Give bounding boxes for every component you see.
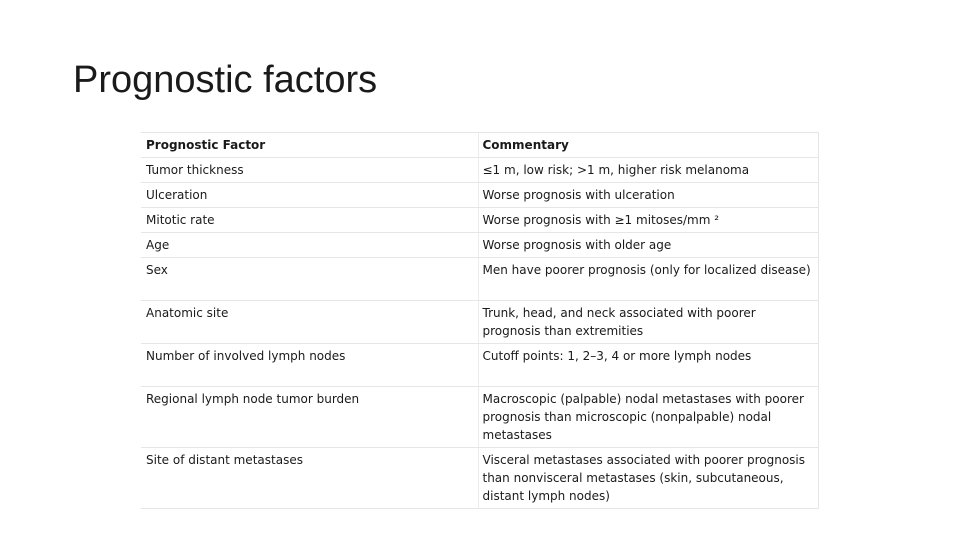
factor-cell: Mitotic rate [141, 208, 478, 233]
commentary-cell: ≤1 m, low risk; >1 m, higher risk melanoma [478, 158, 818, 183]
factor-cell: Age [141, 233, 478, 258]
table-row [141, 183, 818, 208]
table-row [141, 258, 818, 301]
factor-cell: Regional lymph node tumor burden [141, 387, 478, 448]
commentary-cell: Worse prognosis with ulceration [478, 183, 818, 208]
factor-cell: Number of involved lymph nodes [141, 344, 478, 387]
commentary-cell: Worse prognosis with ≥1 mitoses/mm ² [478, 208, 818, 233]
prognostic-factors-table [141, 132, 819, 509]
commentary-cell: Macroscopic (palpable) nodal metastases with poorer prognosis than microscopic (nonpalpable) nodal metastases [478, 387, 818, 448]
table-row [141, 387, 818, 448]
column-header-commentary: Commentary [478, 133, 818, 158]
column-header-factor: Prognostic Factor [141, 133, 478, 158]
table-row [141, 158, 818, 183]
slide-title: Prognostic factors [73, 59, 378, 101]
commentary-cell: Cutoff points: 1, 2–3, 4 or more lymph nodes [478, 344, 818, 387]
factor-cell: Site of distant metastases [141, 448, 478, 509]
factor-cell: Anatomic site [141, 301, 478, 344]
table-row [141, 233, 818, 258]
table-row [141, 208, 818, 233]
table-header-row [141, 133, 818, 158]
table-row [141, 344, 818, 387]
commentary-cell: Men have poorer prognosis (only for localized disease) [478, 258, 818, 301]
commentary-cell: Trunk, head, and neck associated with poorer prognosis than extremities [478, 301, 818, 344]
factor-cell: Sex [141, 258, 478, 301]
factor-cell: Ulceration [141, 183, 478, 208]
table-row [141, 448, 818, 509]
commentary-cell: Visceral metastases associated with poorer prognosis than nonvisceral metastases (skin, subcutaneous, distant lymph nodes) [478, 448, 818, 509]
factor-cell: Tumor thickness [141, 158, 478, 183]
table-row [141, 301, 818, 344]
commentary-cell: Worse prognosis with older age [478, 233, 818, 258]
